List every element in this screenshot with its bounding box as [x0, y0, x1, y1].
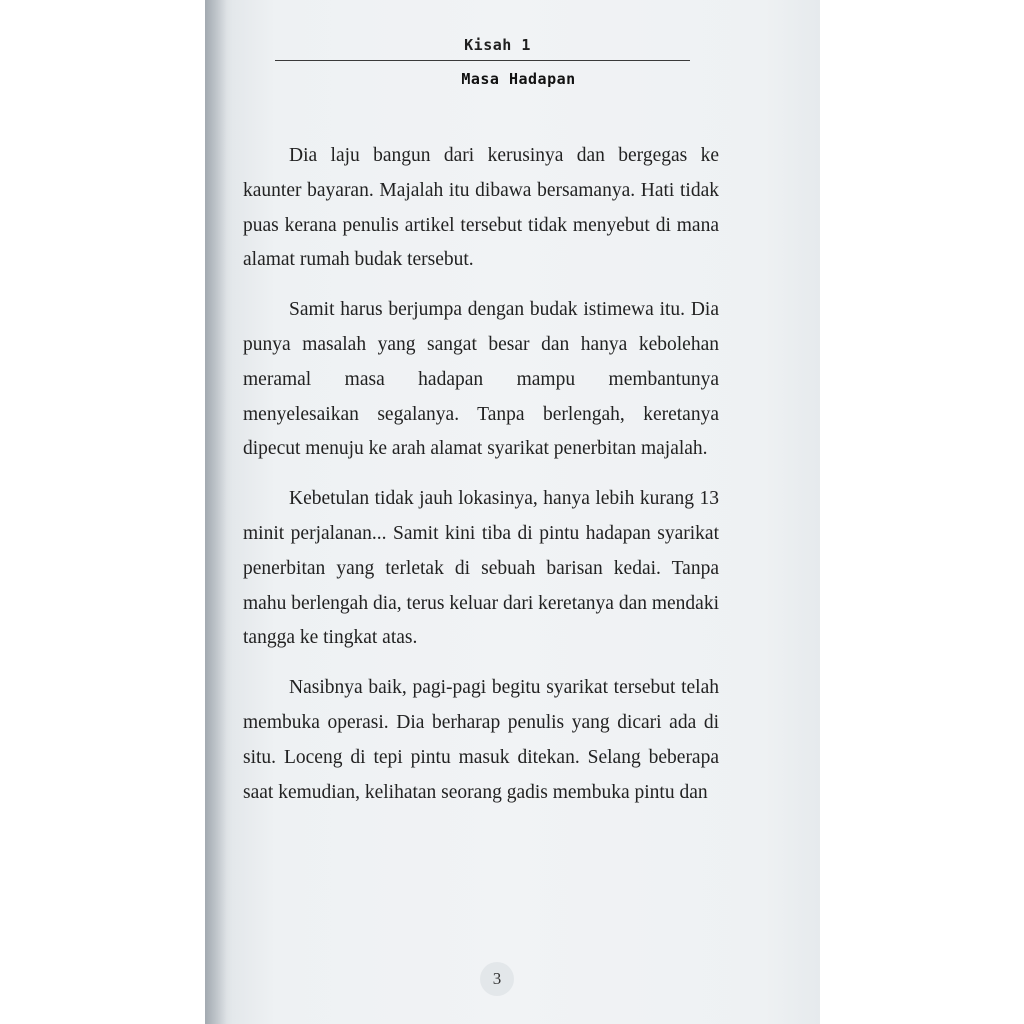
paragraph-4: Nasibnya baik, pagi-pagi begitu syarikat tersebut telah membuka operasi. Dia berharap penulis yang dicari ada di situ. Loceng di tepi pintu masuk ditekan. Selang beberapa saat kemudian, kelihatan seorang gadis membuka pintu dan	[243, 677, 719, 803]
paragraph-1: Dia laju bangun dari kerusinya dan bergegas ke kaunter bayaran. Majalah itu dibawa bersamanya. Hati tidak puas kerana penulis artikel tersebut tidak menyebut di mana alamat rumah budak tersebut.	[243, 145, 719, 271]
gutter-shadow	[205, 0, 227, 1024]
body-text	[243, 139, 719, 825]
header-rule	[275, 60, 690, 61]
chapter-title: Masa Hadapan	[461, 70, 576, 88]
paragraph-2: Samit harus berjumpa dengan budak istimewa itu. Dia punya masalah yang sangat besar dan hanya kebolehan meramal masa hadapan mampu membantunya menyelesaikan segalanya. Tanpa berlengah, keretanya dipecut menuju ke arah alamat syarikat penerbitan majalah.	[243, 299, 719, 460]
chapter-label: Kisah 1	[464, 36, 531, 54]
book-page	[205, 0, 820, 1024]
page-number: 3	[480, 962, 514, 996]
running-head	[205, 36, 820, 88]
paragraph-3: Kebetulan tidak jauh lokasinya, hanya lebih kurang 13 minit perjalanan... Samit kini tiba di pintu hadapan syarikat penerbitan yang terletak di sebuah barisan kedai. Tanpa mahu berlengah dia, terus keluar dari keretanya dan mendaki tangga ke tingkat atas.	[243, 488, 719, 649]
